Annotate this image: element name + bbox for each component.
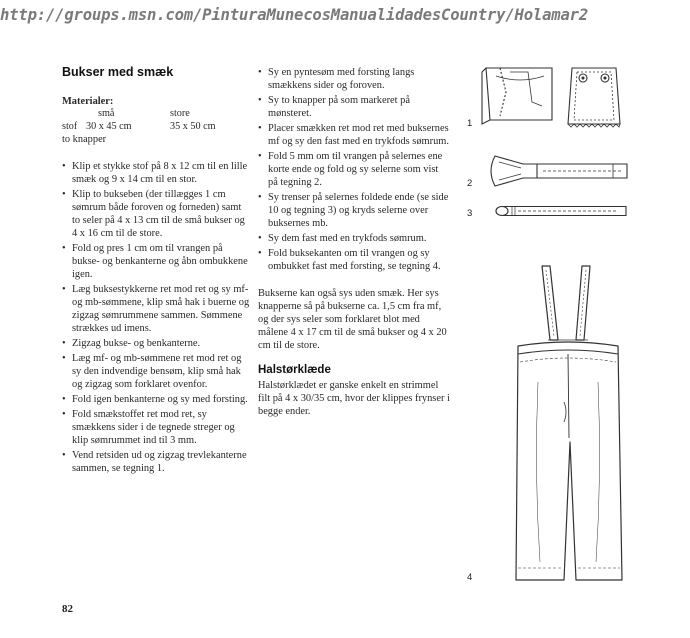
materials-header-row xyxy=(62,108,216,121)
list-item: • Sy to knapper på som markeret på mønsteret. xyxy=(258,94,450,120)
list-item: • Fold 5 mm om til vrangen på selernes ene korte ende og fold og sy selerne som vist på tegning 2. xyxy=(258,150,450,189)
scarf-paragraph: Halstørklædet er ganske enkelt en strimmel filt på 4 x 30/35 cm, hvor der klippes frynser i begge ender. xyxy=(258,380,450,417)
figure-label-1: 1 xyxy=(467,118,473,129)
strap-tack-illustration xyxy=(490,200,635,222)
figure-label-3: 3 xyxy=(467,208,473,219)
list-item: • Klip et stykke stof på 8 x 12 cm til en lille smæk og 9 x 14 cm til en stor. xyxy=(62,160,252,186)
materials-extra: to knapper xyxy=(62,134,107,145)
list-item: • Fold og pres 1 cm om til vrangen på bukse- og benkanterne og åbn ombukkene igen. xyxy=(62,242,252,281)
steps-mid-list xyxy=(258,66,450,273)
no-bib-paragraph: Bukserne kan også sys uden smæk. Her sys knapperne så på bukserne ca. 1,5 cm fra mf, og der sys seler som forklaret blot med målene 4 x 17 cm til de små bukser og 4 x 20 cm til de store. xyxy=(258,288,447,351)
materials-row-small: 30 x 45 cm xyxy=(86,120,132,132)
steps-left-list xyxy=(62,160,252,475)
list-item: • Klip to bukseben (der tillægges 1 cm sømrum både foroven og forneden) samt to seler på 4 x 13 cm til de små bukser og 4 x 16 cm til de store. xyxy=(62,188,252,240)
materials-row-large: 35 x 50 cm xyxy=(170,120,216,132)
list-item: • Fold igen benkanterne og sy med forsting. xyxy=(62,393,252,406)
list-item: • Fold buksekanten om til vrangen og sy ombukket fast med forsting, se tegning 4. xyxy=(258,247,450,273)
list-item: • Sy dem fast med en trykfods sømrum. xyxy=(258,232,450,245)
left-column xyxy=(62,66,252,477)
bib-figure-illustration xyxy=(480,62,630,132)
list-item: • Læg buksestykkerne ret mod ret og sy mf- og mb-sømmene, klip små hak i buerne og zigzag sømrummene sammen. Sømmene strækkes ud imens. xyxy=(62,283,252,335)
list-item: • Zigzag bukse- og benkanterne. xyxy=(62,337,252,350)
page-title: Bukser med smæk xyxy=(62,65,174,79)
overalls-illustration xyxy=(498,262,638,592)
figure-label-2: 2 xyxy=(467,178,473,189)
page-number: 82 xyxy=(62,603,73,615)
middle-column xyxy=(258,66,450,418)
materials-row xyxy=(62,121,216,134)
list-item: • Fold smækstoffet ret mod ret, sy smækkens sider i de tegnede streger og klip sømrummet ind til 3 mm. xyxy=(62,408,252,447)
materials-row-label: stof xyxy=(62,120,78,132)
list-item: • Sy trenser på selernes foldede ende (se side 10 og tegning 3) og kryds selerne over buksernes mb. xyxy=(258,191,450,230)
materials-table xyxy=(62,108,216,133)
list-item: • Læg mf- og mb-sømmene ret mod ret og sy den indvendige bensøm, klip små hak og zigzag som forklaret ovenfor. xyxy=(62,352,252,391)
strap-fold-illustration xyxy=(485,152,635,192)
materials-col-small: små xyxy=(98,108,115,119)
watermark-url: http://groups.msn.com/PinturaMunecosManualidadesCountry/Holamar2 xyxy=(0,6,589,24)
scarf-heading: Halstørklæde xyxy=(258,364,331,376)
materials-heading: Materialer: xyxy=(62,96,114,107)
list-item: • Vend retsiden ud og zigzag trevlekanterne sammen, se tegning 1. xyxy=(62,449,252,475)
list-item: • Placer smækken ret mod ret med buksernes mf og sy den fast med en trykfods sømrum. xyxy=(258,122,450,148)
figure-label-4: 4 xyxy=(467,572,473,583)
list-item: • Sy en pyntesøm med forsting langs smækkens sider og foroven. xyxy=(258,66,450,92)
materials-col-large: store xyxy=(170,108,190,119)
